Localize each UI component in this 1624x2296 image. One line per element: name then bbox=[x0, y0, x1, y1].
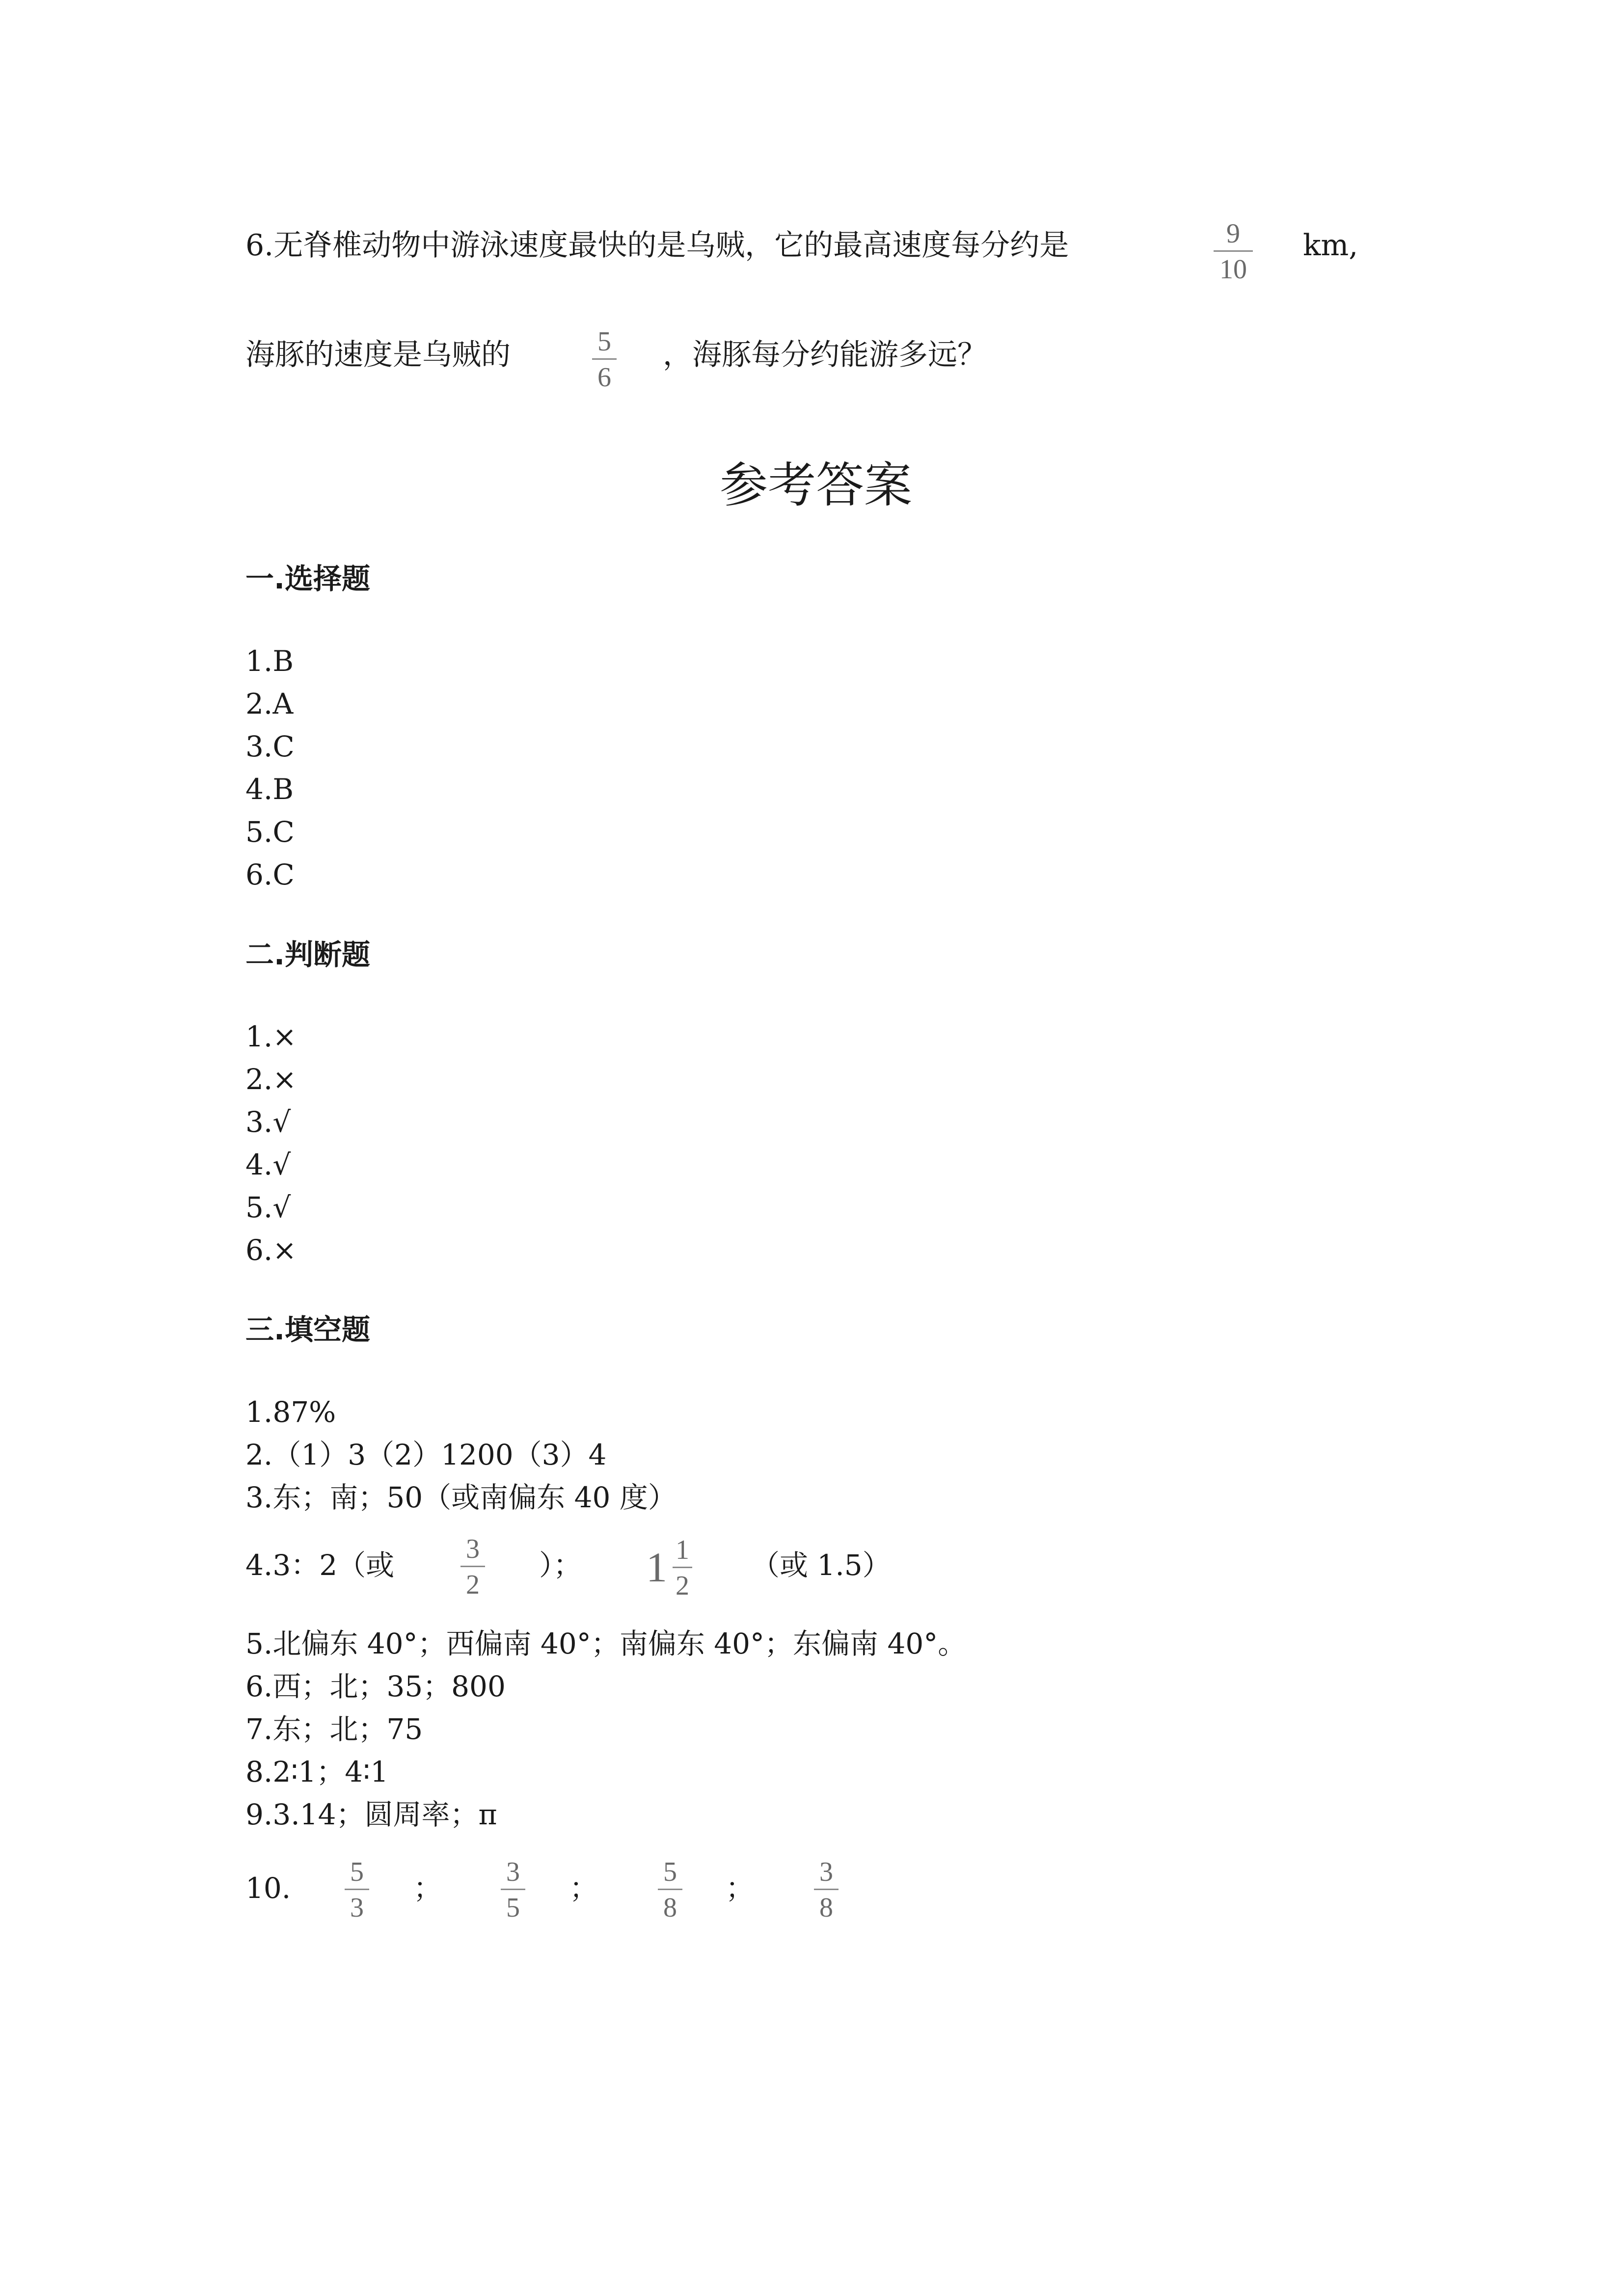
section-2-answer-4: 4.√ bbox=[245, 1148, 291, 1181]
fraction-5-6 bbox=[592, 328, 617, 391]
separator: ； bbox=[413, 1871, 442, 1905]
fraction-denominator: 2 bbox=[676, 1571, 689, 1601]
fraction-bar bbox=[345, 1889, 369, 1890]
section-2-answer-1: 1.× bbox=[245, 1020, 297, 1053]
fraction-denominator: 5 bbox=[506, 1893, 520, 1923]
section-2-answer-3: 3.√ bbox=[245, 1105, 291, 1139]
section-3-answer-10-label: 10. bbox=[245, 1871, 291, 1905]
fraction-denominator: 10 bbox=[1219, 254, 1247, 285]
fraction-denominator: 8 bbox=[819, 1893, 833, 1923]
fraction-denominator: 8 bbox=[663, 1893, 677, 1923]
section-3-answer-4-prefix: 4.3：2（或 bbox=[245, 1548, 395, 1582]
fraction-bar bbox=[814, 1889, 839, 1890]
fraction-numerator: 9 bbox=[1226, 218, 1240, 249]
section-3-answer-4-mid: ）； bbox=[539, 1548, 582, 1582]
section-3-answer-9: 9.3.14；圆周率；π bbox=[245, 1798, 497, 1831]
fraction-5-8 bbox=[658, 1858, 682, 1922]
section-1-answer-3: 3.C bbox=[245, 730, 295, 763]
question-6-unit: km, bbox=[1303, 228, 1358, 263]
fraction-3-8 bbox=[814, 1858, 839, 1922]
fraction-5-3 bbox=[345, 1858, 369, 1922]
section-1-heading: 一.选择题 bbox=[245, 562, 371, 595]
fraction-bar bbox=[592, 358, 617, 360]
section-3-answer-8: 8.2∶1；4∶1 bbox=[245, 1755, 389, 1789]
section-1-answer-4: 4.B bbox=[245, 773, 294, 806]
section-3-answer-1: 1.87% bbox=[245, 1395, 336, 1429]
fraction-numerator: 5 bbox=[663, 1857, 677, 1887]
section-3-answer-3: 3.东；南；50（或南偏东 40 度） bbox=[245, 1481, 677, 1514]
fraction-denominator: 6 bbox=[597, 362, 611, 393]
fraction-numerator: 3 bbox=[506, 1857, 520, 1887]
fraction-bar bbox=[460, 1566, 485, 1567]
mixed-number-whole: 1 bbox=[646, 1544, 667, 1591]
question-6-line2-tail: ，海豚每分约能游多远？ bbox=[663, 338, 987, 372]
fraction-3-2 bbox=[460, 1535, 485, 1599]
mixed-number-fraction bbox=[673, 1536, 692, 1600]
section-3-answer-5: 5.北偏东 40°；西偏南 40°；南偏东 40°；东偏南 40°。 bbox=[245, 1627, 967, 1660]
separator: ； bbox=[569, 1871, 598, 1905]
answers-title: 参考答案 bbox=[720, 457, 913, 513]
section-3-answer-2: 2.（1）3（2）1200（3）4 bbox=[245, 1438, 607, 1471]
section-1-answer-1: 1.B bbox=[245, 644, 294, 678]
section-1-answer-6: 6.C bbox=[245, 858, 295, 891]
section-1-answer-5: 5.C bbox=[245, 815, 295, 849]
fraction-bar bbox=[658, 1889, 682, 1890]
section-3-answer-6: 6.西；北；35；800 bbox=[245, 1670, 506, 1703]
fraction-3-5 bbox=[501, 1858, 525, 1922]
fraction-numerator: 3 bbox=[466, 1534, 480, 1564]
fraction-bar bbox=[1214, 250, 1253, 252]
fraction-bar bbox=[501, 1889, 525, 1890]
separator: ； bbox=[726, 1871, 755, 1905]
section-2-answer-6: 6.× bbox=[245, 1233, 297, 1267]
section-1-answer-2: 2.A bbox=[245, 687, 294, 721]
fraction-bar bbox=[673, 1567, 692, 1568]
fraction-numerator: 5 bbox=[350, 1857, 364, 1887]
fraction-denominator: 3 bbox=[350, 1893, 364, 1923]
question-6-line2: 海豚的速度是乌贼的 bbox=[245, 338, 511, 372]
section-3-answer-7: 7.东；北；75 bbox=[245, 1712, 423, 1746]
section-2-answer-5: 5.√ bbox=[245, 1191, 291, 1224]
fraction-numerator: 5 bbox=[597, 326, 611, 357]
fraction-9-10 bbox=[1214, 220, 1253, 283]
fraction-numerator: 3 bbox=[819, 1857, 833, 1887]
section-2-answer-2: 2.× bbox=[245, 1063, 297, 1096]
section-2-heading: 二.判断题 bbox=[245, 938, 371, 971]
fraction-denominator: 2 bbox=[466, 1570, 480, 1600]
question-6-line1: 6.无脊椎动物中游泳速度最快的是乌贼，它的最高速度每分约是 bbox=[245, 228, 1069, 263]
section-3-answer-4-suffix: （或 1.5） bbox=[751, 1548, 891, 1582]
section-3-heading: 三.填空题 bbox=[245, 1313, 371, 1346]
fraction-numerator: 1 bbox=[676, 1535, 689, 1565]
